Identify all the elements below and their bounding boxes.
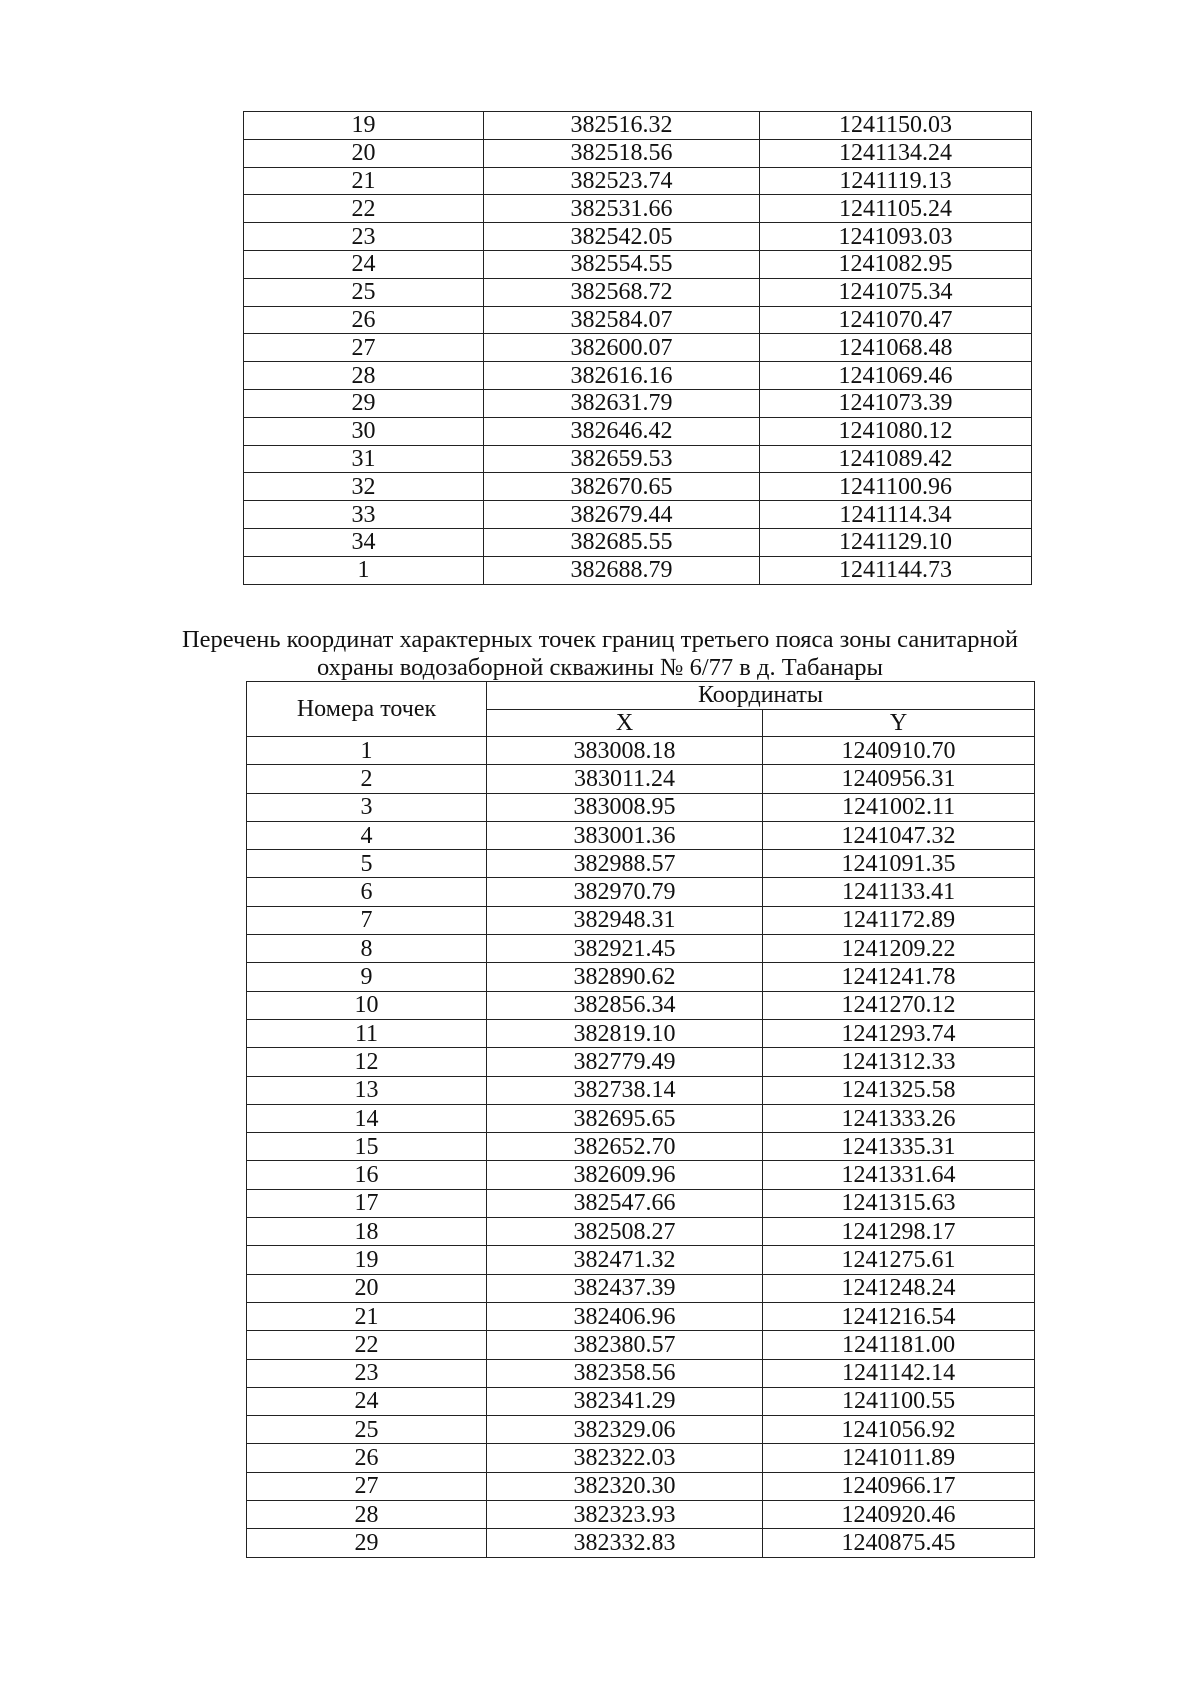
- table-row: [247, 1048, 1035, 1076]
- cell-x: 382600.07: [484, 334, 760, 362]
- cell-point-number: 29: [247, 1529, 487, 1557]
- table-row: [247, 1472, 1035, 1500]
- cell-y: 1241105.24: [760, 195, 1032, 223]
- cell-x: 382652.70: [487, 1133, 763, 1161]
- cell-x: 382547.66: [487, 1189, 763, 1217]
- cell-y: 1241073.39: [760, 389, 1032, 417]
- cell-point-number: 13: [247, 1076, 487, 1104]
- cell-x: 382631.79: [484, 389, 760, 417]
- cell-y: 1241172.89: [763, 906, 1035, 934]
- table-row: [244, 334, 1032, 362]
- cell-point-number: 17: [247, 1189, 487, 1217]
- cell-x: 382568.72: [484, 278, 760, 306]
- table-row: [244, 473, 1032, 501]
- cell-point-number: 10: [247, 991, 487, 1019]
- cell-point-number: 8: [247, 935, 487, 963]
- header-point-numbers: Номера точек: [247, 682, 487, 737]
- cell-point-number: 20: [244, 139, 484, 167]
- cell-x: 382819.10: [487, 1019, 763, 1047]
- cell-point-number: 27: [244, 334, 484, 362]
- cell-y: 1241248.24: [763, 1274, 1035, 1302]
- cell-y: 1241216.54: [763, 1302, 1035, 1330]
- header-y: Y: [763, 709, 1035, 737]
- cell-point-number: 14: [247, 1104, 487, 1132]
- cell-point-number: 34: [244, 528, 484, 556]
- cell-x: 382646.42: [484, 417, 760, 445]
- table-caption: [150, 626, 1050, 682]
- cell-point-number: 32: [244, 473, 484, 501]
- cell-x: 382659.53: [484, 445, 760, 473]
- cell-y: 1240956.31: [763, 765, 1035, 793]
- cell-x: 382320.30: [487, 1472, 763, 1500]
- cell-y: 1241144.73: [760, 556, 1032, 584]
- cell-x: 382471.32: [487, 1246, 763, 1274]
- cell-x: 382554.55: [484, 250, 760, 278]
- cell-y: 1241119.13: [760, 167, 1032, 195]
- table-row: [247, 1189, 1035, 1217]
- cell-y: 1241129.10: [760, 528, 1032, 556]
- table-row: [247, 1161, 1035, 1189]
- table-row: [247, 991, 1035, 1019]
- table-row: [247, 1444, 1035, 1472]
- cell-point-number: 2: [247, 765, 487, 793]
- cell-y: 1240920.46: [763, 1501, 1035, 1529]
- table-row: [244, 501, 1032, 529]
- table-row: [244, 250, 1032, 278]
- cell-y: 1241315.63: [763, 1189, 1035, 1217]
- cell-x: 382921.45: [487, 935, 763, 963]
- cell-point-number: 3: [247, 793, 487, 821]
- cell-point-number: 22: [247, 1331, 487, 1359]
- cell-point-number: 25: [244, 278, 484, 306]
- cell-x: 382437.39: [487, 1274, 763, 1302]
- cell-point-number: 21: [247, 1302, 487, 1330]
- cell-x: 382679.44: [484, 501, 760, 529]
- cell-point-number: 19: [247, 1246, 487, 1274]
- coordinates-table-third-zone: [246, 681, 1035, 1558]
- cell-x: 382329.06: [487, 1416, 763, 1444]
- cell-x: 382890.62: [487, 963, 763, 991]
- cell-point-number: 15: [247, 1133, 487, 1161]
- cell-y: 1241312.33: [763, 1048, 1035, 1076]
- table-row: [247, 1246, 1035, 1274]
- cell-point-number: 23: [244, 223, 484, 251]
- table-row: [247, 1076, 1035, 1104]
- cell-point-number: 21: [244, 167, 484, 195]
- cell-y: 1241150.03: [760, 112, 1032, 140]
- cell-point-number: 33: [244, 501, 484, 529]
- cell-x: 382508.27: [487, 1218, 763, 1246]
- table-row: [247, 963, 1035, 991]
- cell-point-number: 9: [247, 963, 487, 991]
- table-row: [247, 1133, 1035, 1161]
- caption-line-1: Перечень координат характерных точек границ третьего пояса зоны санитарной: [181, 626, 1019, 653]
- cell-y: 1241091.35: [763, 850, 1035, 878]
- cell-point-number: 5: [247, 850, 487, 878]
- cell-point-number: 1: [247, 737, 487, 765]
- table-row: [247, 1359, 1035, 1387]
- cell-point-number: 28: [247, 1501, 487, 1529]
- table-row: [247, 1501, 1035, 1529]
- cell-y: 1241093.03: [760, 223, 1032, 251]
- cell-x: 382531.66: [484, 195, 760, 223]
- table-row: [244, 445, 1032, 473]
- cell-point-number: 26: [244, 306, 484, 334]
- cell-x: 383011.24: [487, 765, 763, 793]
- cell-y: 1241011.89: [763, 1444, 1035, 1472]
- table-row: [244, 362, 1032, 390]
- cell-x: 382856.34: [487, 991, 763, 1019]
- cell-y: 1241335.31: [763, 1133, 1035, 1161]
- cell-y: 1241209.22: [763, 935, 1035, 963]
- header-coordinates: Координаты: [487, 682, 1035, 710]
- table-row: [247, 906, 1035, 934]
- cell-x: 382779.49: [487, 1048, 763, 1076]
- cell-y: 1241275.61: [763, 1246, 1035, 1274]
- cell-y: 1241298.17: [763, 1218, 1035, 1246]
- table-row: [247, 821, 1035, 849]
- table-row: [247, 1218, 1035, 1246]
- cell-x: 382584.07: [484, 306, 760, 334]
- cell-point-number: 24: [244, 250, 484, 278]
- cell-y: 1241047.32: [763, 821, 1035, 849]
- cell-point-number: 7: [247, 906, 487, 934]
- cell-y: 1241075.34: [760, 278, 1032, 306]
- table-row: [247, 878, 1035, 906]
- table-row: [244, 167, 1032, 195]
- table-row: [247, 1274, 1035, 1302]
- table-row: [247, 1104, 1035, 1132]
- table-row: [247, 1302, 1035, 1330]
- cell-point-number: 1: [244, 556, 484, 584]
- table-row: [247, 793, 1035, 821]
- table-row: [247, 1331, 1035, 1359]
- cell-y: 1241002.11: [763, 793, 1035, 821]
- cell-x: 382406.96: [487, 1302, 763, 1330]
- cell-point-number: 26: [247, 1444, 487, 1472]
- table-row: [247, 935, 1035, 963]
- cell-y: 1241293.74: [763, 1019, 1035, 1047]
- table-row: [244, 223, 1032, 251]
- cell-y: 1241100.55: [763, 1387, 1035, 1415]
- table-row: [247, 1529, 1035, 1557]
- cell-y: 1241056.92: [763, 1416, 1035, 1444]
- cell-x: 382518.56: [484, 139, 760, 167]
- cell-point-number: 23: [247, 1359, 487, 1387]
- cell-x: 382380.57: [487, 1331, 763, 1359]
- cell-x: 383008.18: [487, 737, 763, 765]
- cell-y: 1241325.58: [763, 1076, 1035, 1104]
- cell-point-number: 27: [247, 1472, 487, 1500]
- cell-point-number: 16: [247, 1161, 487, 1189]
- cell-y: 1241069.46: [760, 362, 1032, 390]
- cell-y: 1241114.34: [760, 501, 1032, 529]
- cell-point-number: 29: [244, 389, 484, 417]
- cell-x: 382516.32: [484, 112, 760, 140]
- cell-x: 383001.36: [487, 821, 763, 849]
- cell-x: 382738.14: [487, 1076, 763, 1104]
- cell-point-number: 19: [244, 112, 484, 140]
- cell-x: 382358.56: [487, 1359, 763, 1387]
- cell-y: 1241070.47: [760, 306, 1032, 334]
- table-row: [244, 556, 1032, 584]
- cell-point-number: 11: [247, 1019, 487, 1047]
- cell-y: 1241133.41: [763, 878, 1035, 906]
- cell-y: 1240966.17: [763, 1472, 1035, 1500]
- table-row: [244, 417, 1032, 445]
- table-row: [244, 389, 1032, 417]
- cell-point-number: 6: [247, 878, 487, 906]
- cell-x: 382323.93: [487, 1501, 763, 1529]
- cell-x: 382688.79: [484, 556, 760, 584]
- table-row: [244, 528, 1032, 556]
- table-row: [247, 1019, 1035, 1047]
- cell-y: 1241270.12: [763, 991, 1035, 1019]
- table-row: [244, 278, 1032, 306]
- cell-y: 1240910.70: [763, 737, 1035, 765]
- cell-y: 1241068.48: [760, 334, 1032, 362]
- cell-y: 1241333.26: [763, 1104, 1035, 1132]
- cell-y: 1241142.14: [763, 1359, 1035, 1387]
- cell-y: 1241082.95: [760, 250, 1032, 278]
- cell-x: 382322.03: [487, 1444, 763, 1472]
- table-body: [244, 112, 1032, 585]
- cell-point-number: 18: [247, 1218, 487, 1246]
- cell-x: 382685.55: [484, 528, 760, 556]
- table-header: [247, 682, 1035, 737]
- table-row: [244, 139, 1032, 167]
- cell-x: 382341.29: [487, 1387, 763, 1415]
- caption-line-2: охраны водозаборной скважины № 6/77 в д. Табанары: [317, 654, 883, 681]
- cell-y: 1241089.42: [760, 445, 1032, 473]
- cell-x: 382670.65: [484, 473, 760, 501]
- header-x: X: [487, 709, 763, 737]
- cell-point-number: 24: [247, 1387, 487, 1415]
- cell-x: 382609.96: [487, 1161, 763, 1189]
- table-row: [244, 112, 1032, 140]
- cell-x: 383008.95: [487, 793, 763, 821]
- coordinates-table-continued: [243, 111, 1032, 585]
- cell-y: 1241100.96: [760, 473, 1032, 501]
- cell-point-number: 30: [244, 417, 484, 445]
- cell-x: 382948.31: [487, 906, 763, 934]
- table-row: [247, 737, 1035, 765]
- cell-point-number: 4: [247, 821, 487, 849]
- cell-point-number: 25: [247, 1416, 487, 1444]
- cell-x: 382616.16: [484, 362, 760, 390]
- table-row: [247, 850, 1035, 878]
- cell-x: 382542.05: [484, 223, 760, 251]
- cell-y: 1241134.24: [760, 139, 1032, 167]
- cell-point-number: 28: [244, 362, 484, 390]
- cell-x: 382523.74: [484, 167, 760, 195]
- table-row: [244, 306, 1032, 334]
- cell-y: 1240875.45: [763, 1529, 1035, 1557]
- cell-x: 382988.57: [487, 850, 763, 878]
- table-row: [247, 765, 1035, 793]
- cell-x: 382970.79: [487, 878, 763, 906]
- cell-point-number: 20: [247, 1274, 487, 1302]
- cell-point-number: 31: [244, 445, 484, 473]
- cell-y: 1241080.12: [760, 417, 1032, 445]
- cell-y: 1241181.00: [763, 1331, 1035, 1359]
- table-row: [247, 1416, 1035, 1444]
- table-row: [247, 1387, 1035, 1415]
- cell-y: 1241241.78: [763, 963, 1035, 991]
- table-body: [247, 737, 1035, 1558]
- cell-point-number: 22: [244, 195, 484, 223]
- cell-x: 382695.65: [487, 1104, 763, 1132]
- cell-x: 382332.83: [487, 1529, 763, 1557]
- cell-point-number: 12: [247, 1048, 487, 1076]
- table-row: [244, 195, 1032, 223]
- cell-y: 1241331.64: [763, 1161, 1035, 1189]
